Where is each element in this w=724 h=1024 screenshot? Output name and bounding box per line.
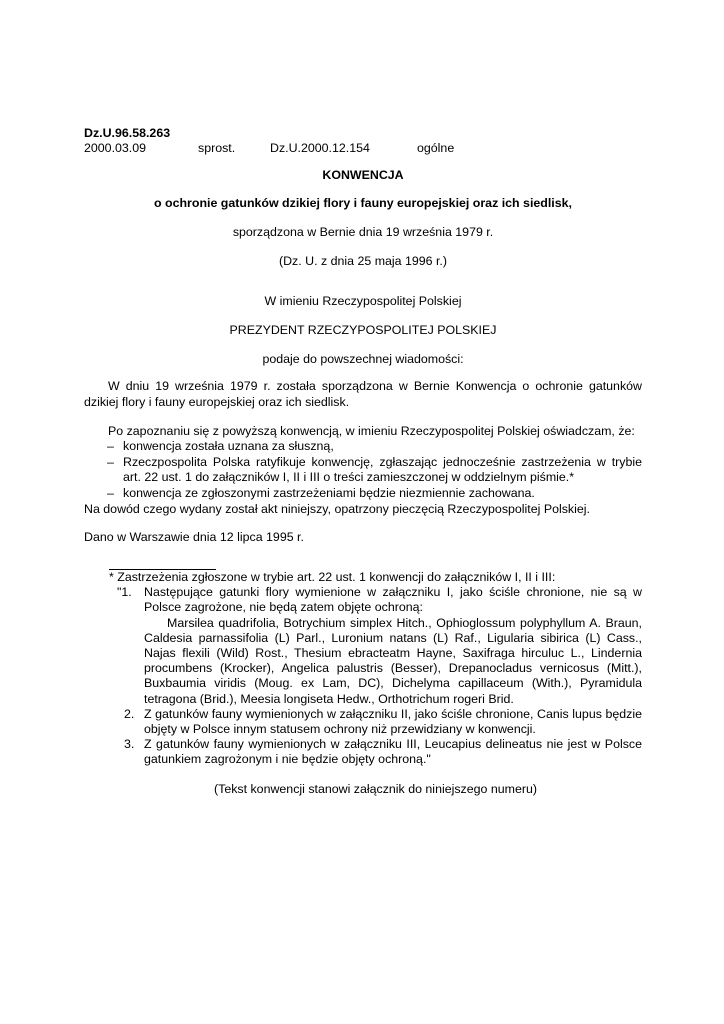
list-item: – konwencja została uznana za słuszną, xyxy=(107,439,334,453)
species-list: Marsilea quadrifolia, Botrychium simplex Hitch., Ophioglossum polyphyllum A. Braun, Caldesia parnassifolia (L) Parl., Luronium natans (L) Raf., Ligularia sibirica (L) Cass., Najas flexili (Wild) Rost., Thesium ebracteatm Hayne, Saxifraga hirculuc L., Lindernia procumbens (Krocker), Angelica palustris (Besser), Drepanocladus vernicosus (Mitt.), Buxbaumia viridis (Moug. ex Lam, DC), Dichelyma capillaceum (With.), Pyramidula tetragona (Brid.), Meesia longiseta Hedw., Orthotrichum rogeri Brid. xyxy=(144,615,642,706)
announces-line: podaje do powszechnej wiadomości: xyxy=(262,352,464,366)
document-meta-row xyxy=(84,141,642,156)
made-at-line: sporządzona w Bernie dnia 19 września 1979 r. xyxy=(232,225,494,239)
declaration-intro: Po zapoznaniu się z powyższą konwencją, w imieniu Rzeczypospolitej Polskiej oświadczam, że: xyxy=(108,424,635,438)
declaration-list xyxy=(84,439,642,501)
document-date: 2000.03.09 xyxy=(84,141,147,155)
annex-note: (Tekst konwencji stanowi załącznik do niniejszego numeru) xyxy=(214,781,537,796)
evidence-line: Na dowód czego wydany został akt niniejszy, opatrzony pieczęcią Rzeczypospolitej Polskiej. xyxy=(84,502,590,516)
list-item: "1. Następujące gatunki flory wymienione w załączniku I, jako ściśle chronione, nie są w Polsce zagrożone, nie będą zatem objęte ochroną: xyxy=(117,585,642,615)
document-type: sprost. xyxy=(198,141,236,155)
list-item: 3. Z gatunków fauny wymienionych w załączniku III, Leucapius delineatus nie jest w Polsce gatunkiem zagrożonym i nie będzie objęty ochroną." xyxy=(124,737,642,767)
footnote xyxy=(109,570,642,768)
document-ref: Dz.U.2000.12.154 xyxy=(270,141,370,155)
document-id: Dz.U.96.58.263 xyxy=(84,126,171,140)
footnote-intro: * Zastrzeżenia zgłoszone w trybie art. 22 ust. 1 konwencji do załączników I, II i III: xyxy=(109,570,556,584)
list-item: 2. Z gatunków fauny wymienionych w załączniku II, jako ściśle chronione, Canis lupus będzie objęty w Polsce innym statusem ochrony niż przewidziany w konwencji. xyxy=(124,706,642,737)
president-line: PREZYDENT RZECZYPOSPOLITEJ POLSKIEJ xyxy=(229,323,497,337)
journal-line: (Dz. U. z dnia 25 maja 1996 r.) xyxy=(278,254,448,268)
list-item: – konwencja ze zgłoszonymi zastrzeżeniami będzie niezmiennie zachowana. xyxy=(107,485,535,500)
document-title: KONWENCJA xyxy=(322,168,404,182)
document-page xyxy=(84,126,642,796)
document-subtitle: o ochronie gatunków dzikiej flory i fauny europejskiej oraz ich siedlisk, xyxy=(154,196,572,210)
document-scope: ogólne xyxy=(417,141,455,155)
in-name-line: W imieniu Rzeczypospolitej Polskiej xyxy=(264,294,462,308)
list-item: – Rzeczpospolita Polska ratyfikuje konwencję, zgłaszając jednocześnie zastrzeżenia w trybie art. 22 ust. 1 do załączników I, II i III o treści zamieszczonej w oddzielnym piśmie.* xyxy=(107,454,642,484)
intro-paragraph: W dniu 19 września 1979 r. została sporządzona w Bernie Konwencja o ochronie gatunków dzikiej flory i fauny europejskiej oraz ich siedlisk. xyxy=(84,379,642,409)
given-line: Dano w Warszawie dnia 12 lipca 1995 r. xyxy=(84,530,304,544)
